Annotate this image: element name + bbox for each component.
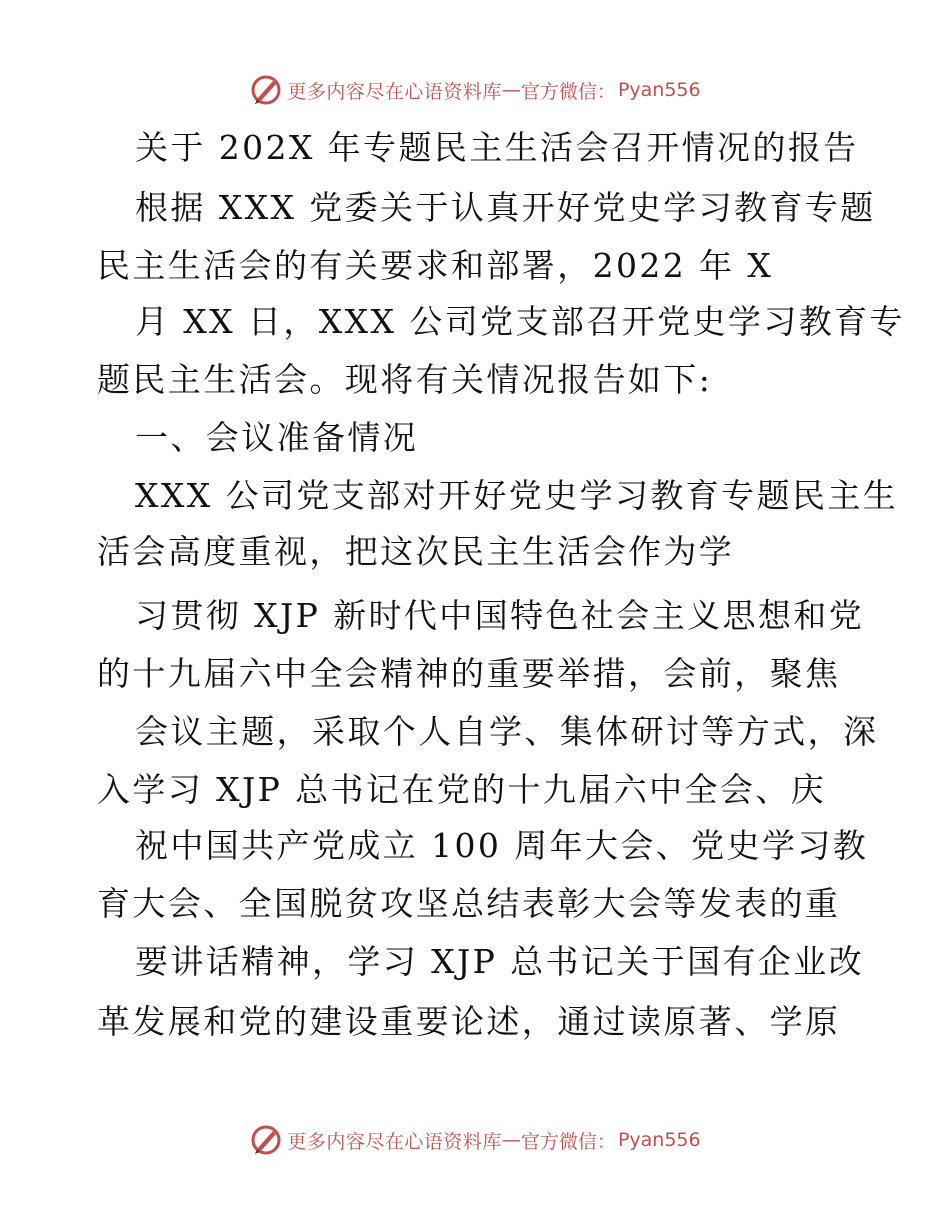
paragraph-line: 革发展和党的建设重要论述，通过读原著、学原 (97, 1002, 841, 1041)
paragraph-line: 月 XX 日，XXX 公司党支部召开党史学习教育专 (135, 302, 905, 341)
paragraph-line: 题民主生活会。现将有关情况报告如下: (97, 360, 713, 399)
watermark-wechat-label: 官方微信： (520, 1130, 616, 1153)
watermark-wechat-label: 官方微信： (520, 80, 616, 103)
footer-watermark (0, 1120, 950, 1160)
paragraph-line: 活会高度重视，把这次民主生活会作为学 (97, 532, 735, 571)
watermark-wechat-id: Pyan556 (617, 1129, 701, 1151)
paragraph-line: 要讲话精神，学习 XJP 总书记关于国有企业改 (135, 942, 865, 981)
watermark-separator: — (501, 1129, 521, 1151)
paragraph-line: 祝中国共产党成立 100 周年大会、党史学习教 (135, 826, 869, 865)
pen-logo-icon (249, 1123, 283, 1157)
header-watermark (0, 70, 950, 110)
paragraph-line: XXX 公司党支部对开好党史学习教育专题民主生 (135, 476, 899, 515)
paragraph-line: 的十九届六中全会精神的重要举措，会前，聚焦 (97, 654, 841, 693)
document-title: 关于 202X 年专题民主生活会召开情况的报告 (135, 128, 859, 167)
watermark-separator: — (501, 79, 521, 101)
paragraph-line: 习贯彻 XJP 新时代中国特色社会主义思想和党 (135, 596, 865, 635)
paragraph-line: 民主生活会的有关要求和部署，2022 年 X (97, 246, 774, 285)
watermark-wechat-id: Pyan556 (617, 79, 701, 101)
watermark-text: 更多内容尽在心语资料库 (287, 80, 502, 103)
pen-logo-icon (249, 73, 283, 107)
paragraph-line: 育大会、全国脱贫攻坚总结表彰大会等发表的重 (97, 884, 841, 923)
paragraph-line: 根据 XXX 党委关于认真开好党史学习教育专题 (135, 188, 876, 227)
section-heading: 一、会议准备情况 (135, 418, 419, 457)
paragraph-line: 会议主题，采取个人自学、集体研讨等方式，深 (135, 712, 879, 751)
watermark-text: 更多内容尽在心语资料库 (287, 1130, 502, 1153)
paragraph-line: 入学习 XJP 总书记在党的十九届六中全会、庆 (97, 770, 827, 809)
